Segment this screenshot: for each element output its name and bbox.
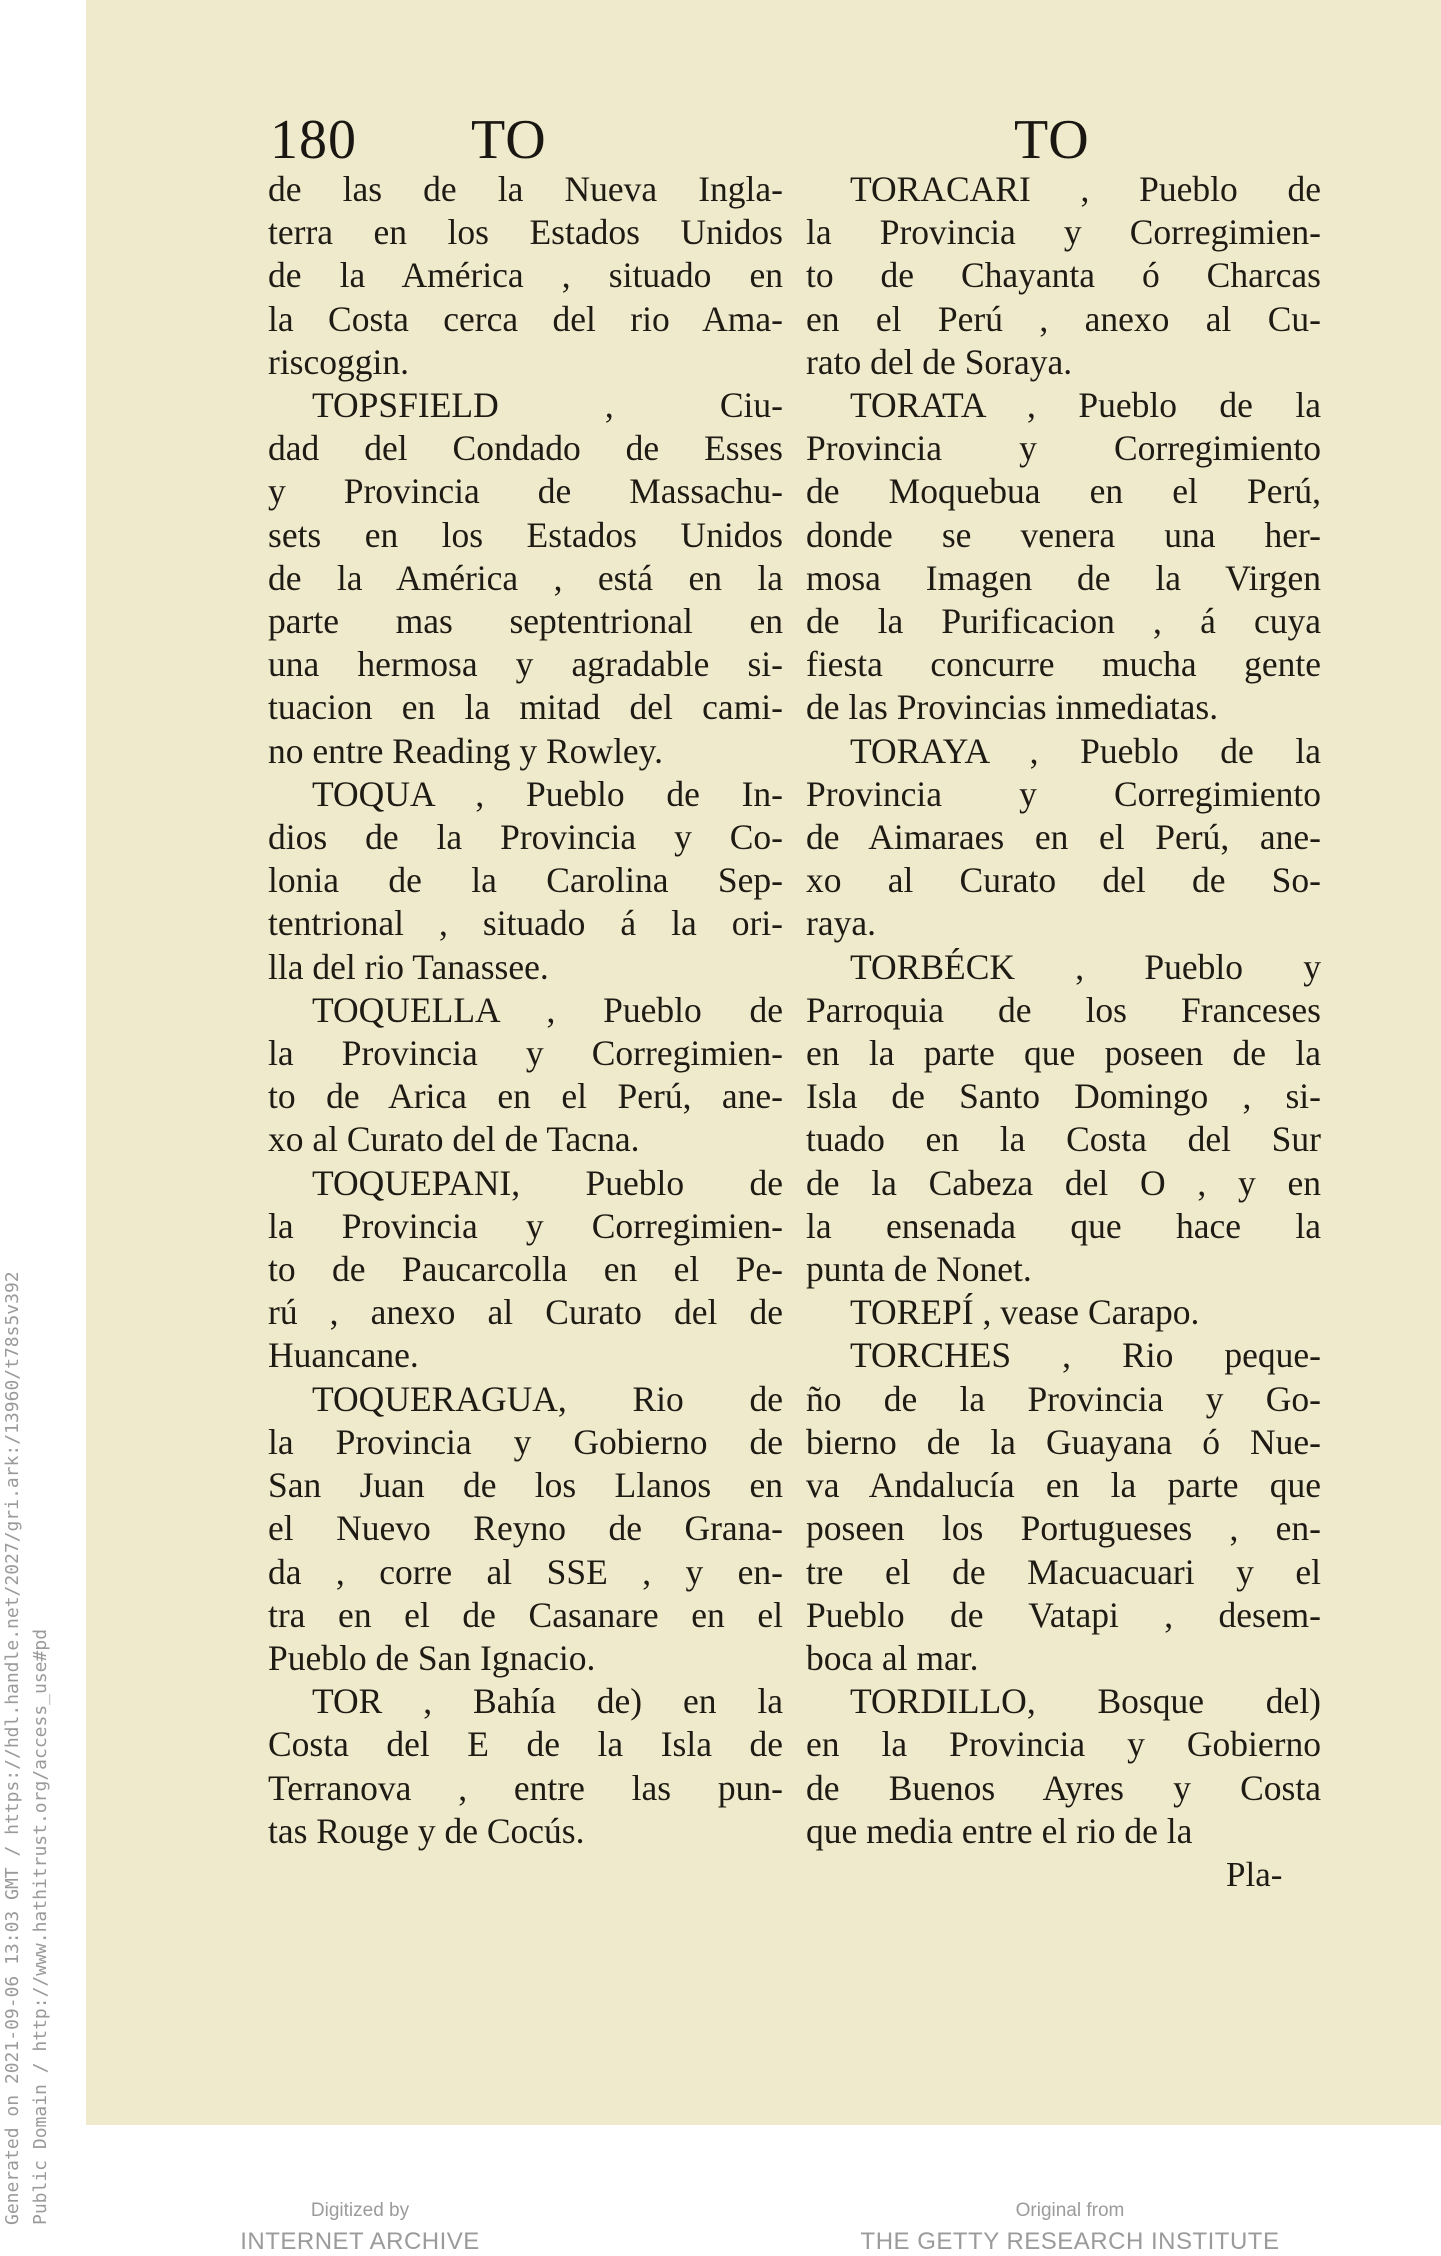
text-line: que media entre el rio de la: [806, 1810, 1193, 1851]
text-line: de la Purificacion , á cuya: [806, 601, 1321, 642]
text-line: rato del de Soraya.: [806, 341, 1073, 382]
text-line: la Provincia y Corregimien-: [268, 1033, 783, 1074]
text-line: punta de Nonet.: [806, 1249, 1032, 1290]
text-line: Parroquia de los Franceses: [806, 989, 1321, 1030]
text-line: la ensenada que hace la: [806, 1205, 1321, 1246]
text-line: la Provincia y Corregimien-: [268, 1205, 783, 1246]
dictionary-entry: [268, 773, 783, 989]
catchword: Pla-: [1226, 1855, 1283, 1894]
text-line: la Provincia y Gobierno de: [268, 1421, 783, 1462]
right-column: [806, 168, 1321, 1853]
text-line: Terranova , entre las pun-: [268, 1767, 783, 1808]
text-line: tentrional , situado á la ori-: [268, 903, 783, 944]
text-line: to de Arica en el Perú, ane-: [268, 1076, 783, 1117]
text-line: mosa Imagen de la Virgen: [806, 557, 1321, 598]
text-line: Provincia y Corregimiento: [806, 773, 1321, 814]
text-line: xo al Curato del de So-: [806, 860, 1321, 901]
footer-right: [860, 2200, 1280, 2256]
access-notice: [0, 0, 86, 2255]
rights-note: Public Domain / http://www.hathitrust.org/access_use#pd: [30, 1628, 51, 2225]
text-line: el Nuevo Reyno de Grana-: [268, 1508, 783, 1549]
text-line: Provincia y Corregimiento: [806, 428, 1321, 469]
text-line: bierno de la Guayana ó Nue-: [806, 1421, 1321, 1462]
original-from-label: Original from: [1015, 2200, 1125, 2221]
left-column: [268, 168, 783, 1853]
text-line: de la América , está en la: [268, 557, 783, 598]
book-page: [86, 0, 1441, 2125]
continued-entry: [268, 168, 783, 384]
text-line: parte mas septentrional en: [268, 601, 783, 642]
text-line: TOPSFIELD , Ciu-: [312, 385, 783, 426]
text-line: TORACARI , Pueblo de: [850, 169, 1321, 209]
source-institution: THE GETTY RESEARCH INSTITUTE: [860, 2228, 1280, 2255]
text-line: una hermosa y agradable si-: [268, 644, 783, 685]
text-line: en la Provincia y Gobierno: [806, 1724, 1321, 1765]
text-line: dad del Condado de Esses: [268, 428, 783, 469]
dictionary-entry: [268, 1162, 783, 1378]
text-line: Pueblo de Vatapi , desem-: [806, 1594, 1321, 1635]
dictionary-entry: [268, 989, 783, 1162]
text-line: Pueblo de San Ignacio.: [268, 1637, 596, 1678]
text-line: TOQUEPANI, Pueblo de: [312, 1162, 783, 1203]
text-line: raya.: [806, 903, 876, 944]
text-line: TORDILLO, Bosque del): [850, 1681, 1321, 1722]
text-line: TORAYA , Pueblo de la: [850, 730, 1321, 771]
text-line: TOQUERAGUA, Rio de: [312, 1378, 783, 1419]
text-line: rú , anexo al Curato del de: [268, 1292, 783, 1333]
running-head-left: TO: [471, 109, 547, 171]
text-line: en el Perú , anexo al Cu-: [806, 298, 1321, 339]
text-line: fiesta concurre mucha gente: [806, 644, 1321, 685]
text-line: dios de la Provincia y Co-: [268, 817, 783, 858]
text-line: de la Cabeza del O , y en: [806, 1162, 1321, 1203]
text-line: lonia de la Carolina Sep-: [268, 860, 783, 901]
text-line: de las de la Nueva Ingla-: [268, 169, 783, 209]
digitized-by-label: Digitized by: [310, 2200, 410, 2221]
text-line: to de Paucarcolla en el Pe-: [268, 1249, 783, 1290]
dictionary-entry: [268, 1680, 783, 1853]
dictionary-entry: [806, 1291, 1321, 1334]
dictionary-entry: [268, 384, 783, 773]
text-line: tra en el de Casanare en el: [268, 1594, 783, 1635]
text-line: de Moquebua en el Perú,: [806, 471, 1321, 512]
text-line: tre el de Macuacuari y el: [806, 1551, 1321, 1592]
text-line: tuado en la Costa del Sur: [806, 1119, 1321, 1160]
text-line: ño de la Provincia y Go-: [806, 1378, 1321, 1419]
text-line: da , corre al SSE , y en-: [268, 1551, 783, 1592]
text-line: TORATA , Pueblo de la: [850, 385, 1321, 426]
dictionary-entry: [806, 730, 1321, 946]
text-line: TOQUA , Pueblo de In-: [312, 773, 783, 814]
text-line: de la América , situado en: [268, 255, 783, 296]
digitizer-name: INTERNET ARCHIVE: [240, 2228, 480, 2255]
text-line: xo al Curato del de Tacna.: [268, 1119, 640, 1160]
text-line: TORBÉCK , Pueblo y: [850, 946, 1321, 987]
text-line: TORCHES , Rio peque-: [850, 1335, 1321, 1376]
text-line: donde se venera una her-: [806, 514, 1321, 555]
dictionary-entry: [806, 1680, 1321, 1853]
dictionary-entry: [806, 946, 1321, 1292]
text-line: boca al mar.: [806, 1637, 979, 1678]
text-line: poseen los Portugueses , en-: [806, 1508, 1321, 1549]
text-line: la Costa cerca del rio Ama-: [268, 298, 783, 339]
generation-note: Generated on 2021-09-06 13:03 GMT / https://hdl.handle.net/2027/gri.ark:/13960/t78s5v392: [2, 1271, 23, 2225]
text-line: tuacion en la mitad del cami-: [268, 687, 783, 728]
text-line: terra en los Estados Unidos: [268, 212, 783, 253]
text-line: la Provincia y Corregimien-: [806, 212, 1321, 253]
text-line: TOQUELLA , Pueblo de: [312, 989, 783, 1030]
dictionary-entry: [806, 1334, 1321, 1680]
text-line: va Andalucía en la parte que: [806, 1465, 1321, 1506]
text-line: Isla de Santo Domingo , si-: [806, 1076, 1321, 1117]
text-line: en la parte que poseen de la: [806, 1033, 1321, 1074]
text-line: TOREPÍ , vease Carapo.: [850, 1292, 1200, 1333]
text-line: no entre Reading y Rowley.: [268, 730, 664, 771]
dictionary-entry: [268, 1378, 783, 1680]
text-line: tas Rouge y de Cocús.: [268, 1810, 585, 1851]
running-head-right: TO: [1014, 109, 1090, 171]
text-line: to de Chayanta ó Charcas: [806, 255, 1321, 296]
text-line: San Juan de los Llanos en: [268, 1465, 783, 1506]
text-line: de Buenos Ayres y Costa: [806, 1767, 1321, 1808]
text-line: de las Provincias inmediatas.: [806, 687, 1219, 728]
text-line: y Provincia de Massachu-: [268, 471, 783, 512]
text-line: Huancane.: [268, 1335, 419, 1376]
dictionary-entry: [806, 168, 1321, 384]
text-line: Costa del E de la Isla de: [268, 1724, 783, 1765]
page-number: 180: [270, 109, 357, 171]
text-line: de Aimaraes en el Perú, ane-: [806, 817, 1321, 858]
text-line: sets en los Estados Unidos: [268, 514, 783, 555]
footer-left: [220, 2200, 500, 2256]
dictionary-entry: [806, 384, 1321, 730]
text-line: lla del rio Tanassee.: [268, 946, 549, 987]
text-line: TOR , Bahía de) en la: [312, 1681, 783, 1722]
text-line: riscoggin.: [268, 341, 409, 382]
